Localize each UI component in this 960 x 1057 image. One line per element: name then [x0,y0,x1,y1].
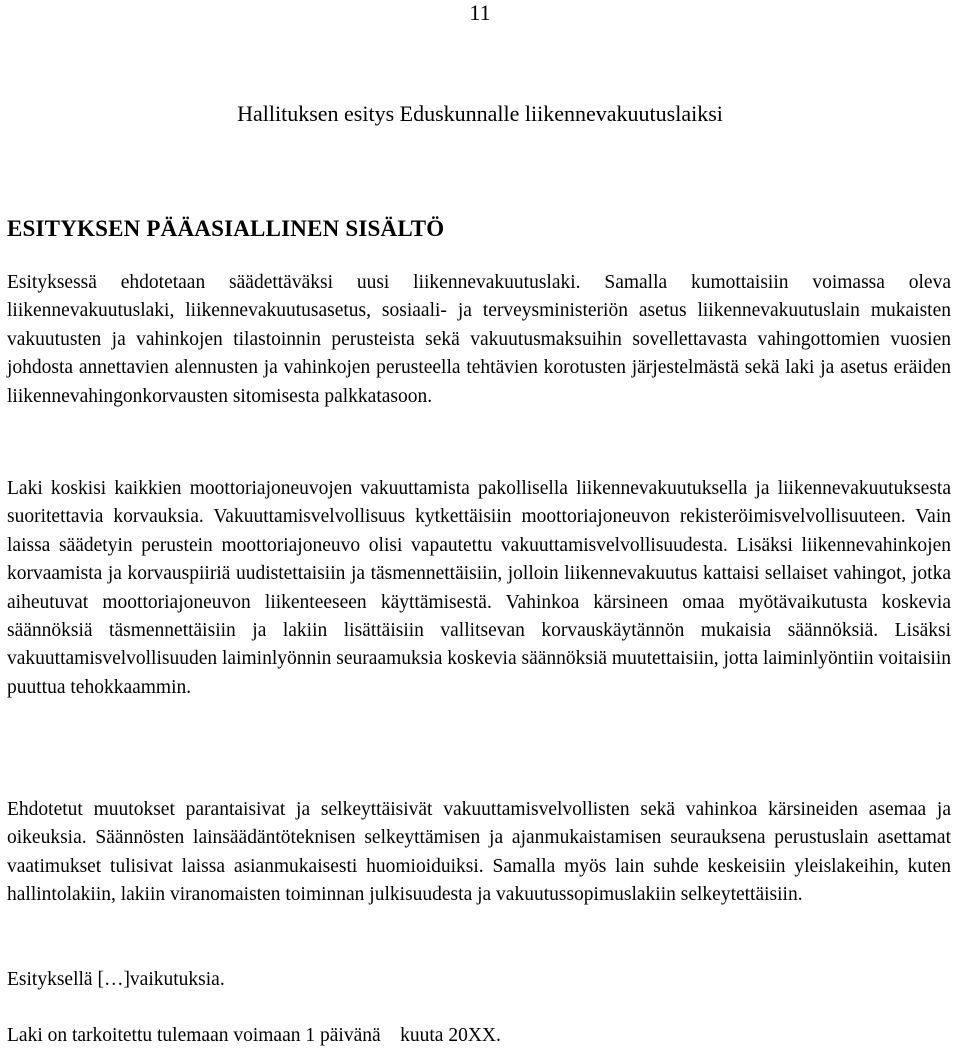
paragraph-effects: Ehdotetut muutokset parantaisivat ja selkeyttäisivät vakuuttamisvelvollisten sekä vahinkoa kärsineiden asemaa ja oikeuksia. Säännösten lainsäädäntöteknisen selkeyttämisen ja ajanmukaistamisen seurauksena perustuslain asettamat vaatimukset tulisivat laissa asianmukaisesti huomioiduiksi. Samalla myös lain suhde keskeisiin yleislakeihin, kuten hallintolakiin, lakiin viranomaisten toiminnan julkisuudesta ja vakuutussopimuslakiin selkeytettäisiin. [7,799,951,906]
paragraph-scope: Laki koskisi kaikkien moottoriajoneuvojen vakuuttamista pakollisella liikennevakuutuksella ja liikennevakuutuksesta suoritettavia korvauksia. Vakuuttamisvelvollisuus kytkettäisiin moottoriajoneuvon rekisteröimisvelvollisuuteen. Vain laissa säädetyin perustein moottoriajoneuvo olisi vapautettu vakuuttamisvelvollisuudesta. Lisäksi liikennevahinkojen korvaamista ja korvauspiiriä uudistettaisiin ja täsmennettäisiin, jolloin liikennevakuutus kattaisi sellaiset vahingot, jotka aiheutuvat moottoriajoneuvon liikenteeseen käyttämisestä. Vahinkoa kärsineen omaa myötävaikutusta koskevia säännöksiä täsmennettäisiin ja lakiin lisättäisiin vallitsevan korvauskäytännön mukaisia säännöksiä. Lisäksi vakuuttamisvelvollisuuden laiminlyönnin seuraamuksia koskevia säännöksiä muutettaisiin, jotta laiminlyöntiin voitaisiin puuttua tehokkaammin. [7,478,951,698]
paragraph-impacts: Esityksellä […]vaikutuksia. [7,969,225,990]
paragraph-main-content: Esityksessä ehdotetaan säädettäväksi uusi liikennevakuutuslaki. Samalla kumottaisiin voimassa oleva liikennevakuutuslaki, liikennevakuutusasetus, sosiaali- ja terveysministeriön asetus liikennevakuutuslain mukaisten vakuutusten ja vahinkojen tilastoinnin perusteista sekä vakuutusmaksuihin sovellettavasta vahingottomien vuosien johdosta annettavien alennusten ja vahinkojen perusteella tehtävien korotusten järjestelmästä sekä laki ja asetus eräiden liikennevahingonkorvausten sitomisesta palkkatasoon. [7,272,951,407]
document-title: Hallituksen esitys Eduskunnalle liikennevakuutuslaiksi [237,101,723,126]
section-heading: ESITYKSEN PÄÄASIALLINEN SISÄLTÖ [7,216,445,241]
page-number: 11 [469,0,491,25]
paragraph-entry-into-force: Laki on tarkoitettu tulemaan voimaan 1 päivänä kuuta 20XX. [7,1025,501,1046]
